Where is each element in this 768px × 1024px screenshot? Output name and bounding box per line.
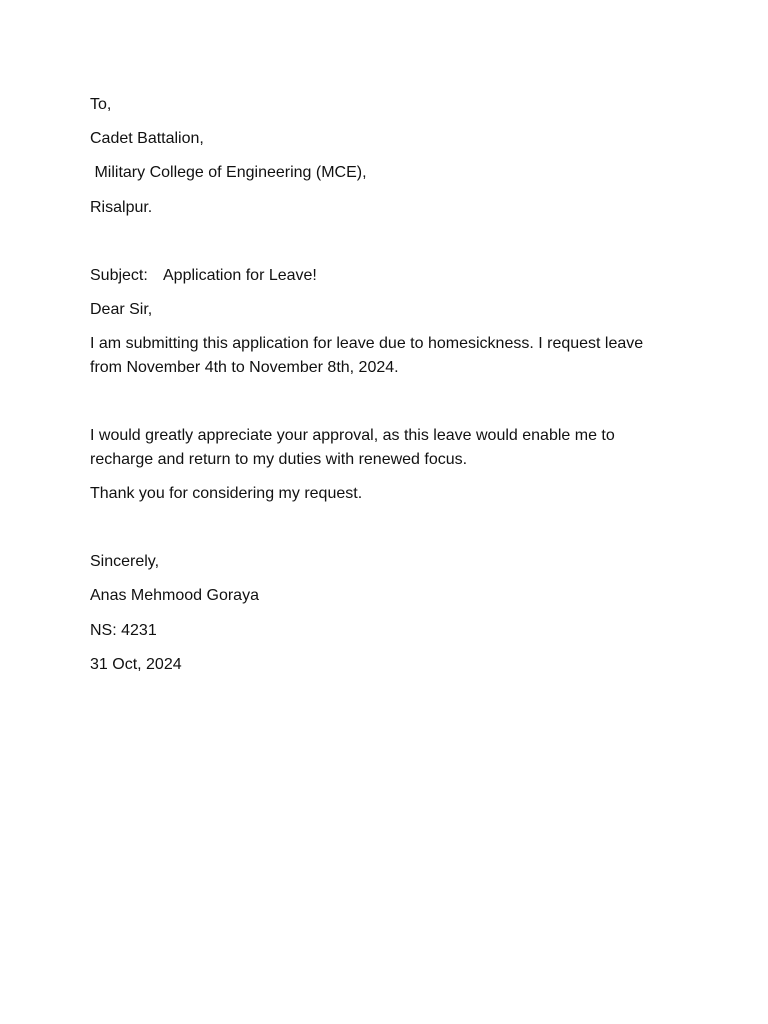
subject-label: Subject: bbox=[90, 267, 148, 284]
body-paragraph-3: Thank you for considering my request. bbox=[90, 485, 363, 502]
body-paragraph-2: I would greatly appreciate your approval, as this leave would enable me to recharge and return to my duties with renewed focus. bbox=[90, 427, 620, 468]
signature-name: Anas Mehmood Goraya bbox=[90, 587, 259, 604]
recipient-line-2: Military College of Engineering (MCE), bbox=[90, 164, 367, 181]
subject-line bbox=[90, 264, 680, 288]
ns-number: NS: 4231 bbox=[90, 622, 157, 639]
recipient-line-1: Cadet Battalion, bbox=[90, 130, 204, 147]
subject-text: Application for Leave! bbox=[163, 267, 317, 284]
greeting: Dear Sir, bbox=[90, 301, 153, 318]
letter-date: 31 Oct, 2024 bbox=[90, 656, 182, 673]
body-paragraph-1: I am submitting this application for leave due to homesickness. I request leave from November 4th to November 8th, 2024. bbox=[90, 335, 648, 376]
closing: Sincerely, bbox=[90, 553, 160, 570]
recipient-line-3: Risalpur. bbox=[90, 199, 153, 216]
to-line: To, bbox=[90, 96, 112, 113]
